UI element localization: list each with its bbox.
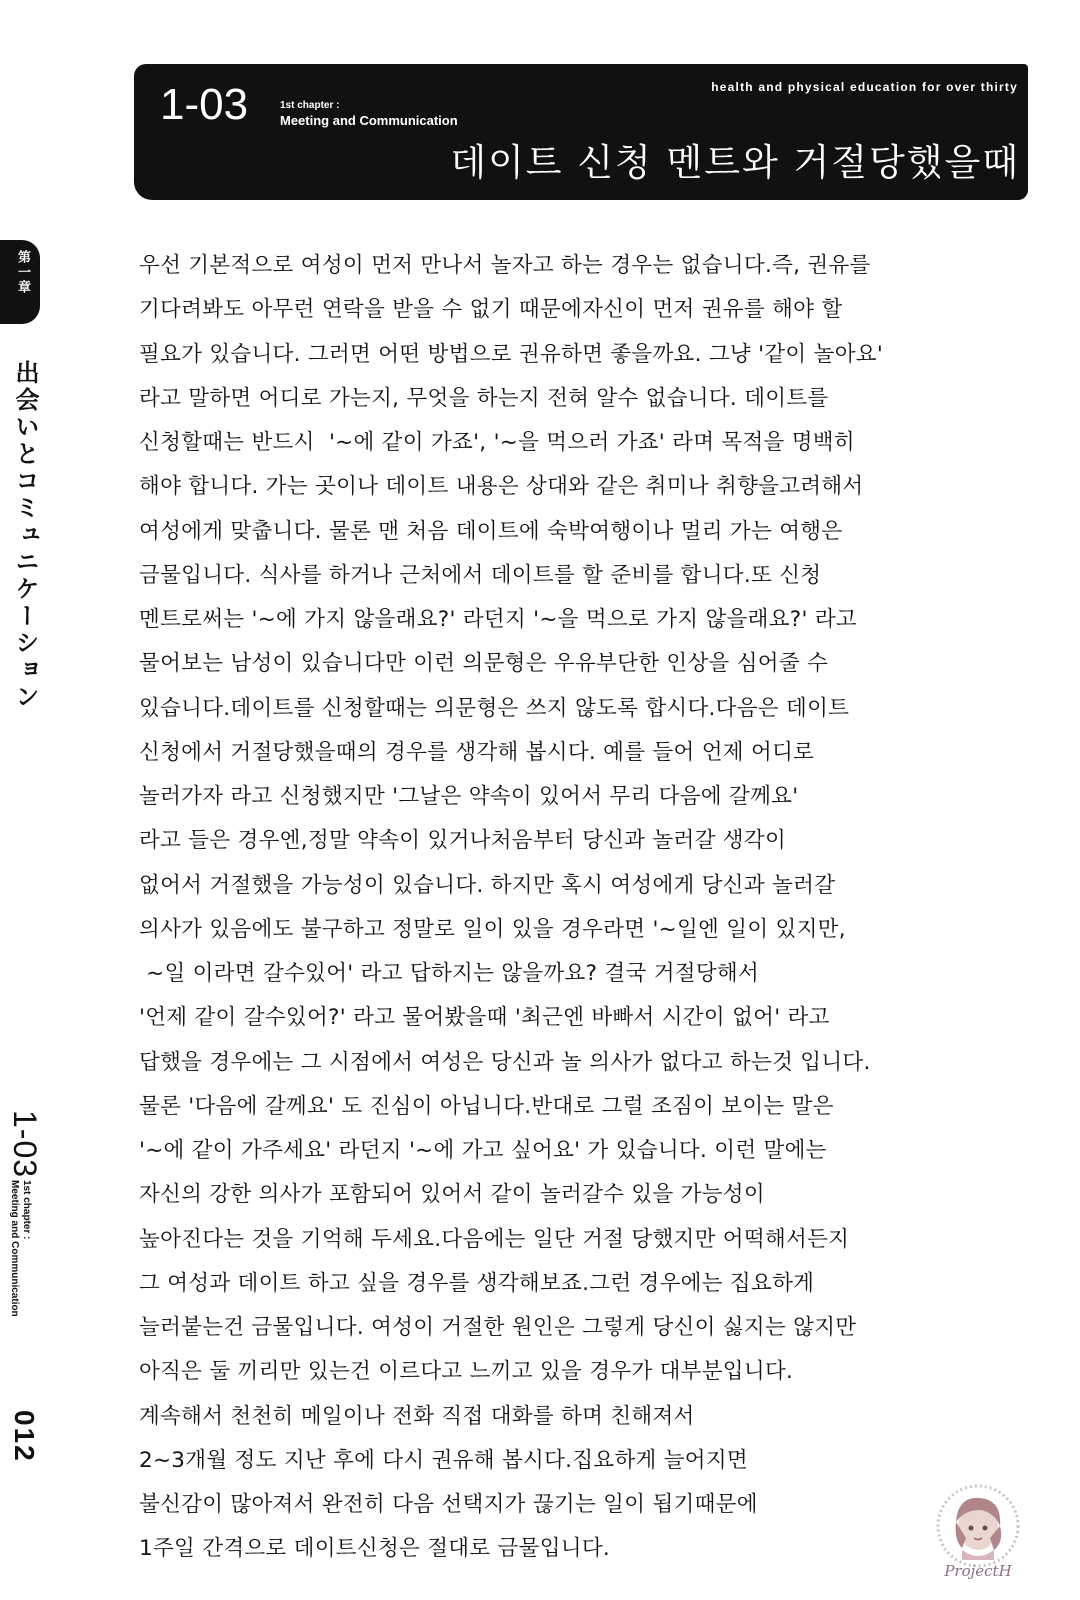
text-line: 의사가 있음에도 불구하고 정말로 일이 있을 경우라면 '~일엔 일이 있지만, — [139, 916, 846, 942]
sidebar-chapter-number: 1-03 — [7, 1110, 43, 1179]
text-line: 높아진다는 것을 기억해 두세요.다음에는 일단 거절 당했지만 어떡해서든지 — [139, 1226, 850, 1252]
text-line: 있습니다.데이트를 신청할때는 의문형은 쓰지 않도록 합시다.다음은 데이트 — [139, 695, 850, 721]
text-line: 라고 말하면 어디로 가는지, 무엇을 하는지 전혀 알수 없습니다. 데이트를 — [139, 385, 829, 411]
text-line: 계속해서 천천히 메일이나 전화 직접 대화를 하며 친해져서 — [139, 1403, 695, 1429]
sidebar-chapter-name: Meeting and Communication — [9, 1180, 20, 1317]
sidebar-japanese-title: 出会いとコミュニケーション — [11, 360, 39, 711]
anime-girl-logo-icon — [956, 1498, 1002, 1560]
text-line: 1주일 간격으로 데이트신청은 절대로 금물입니다. — [139, 1536, 611, 1562]
text-line: 필요가 있습니다. 그러면 어떤 방법으로 권유하면 좋을까요. 그냥 '같이 놀아요' — [139, 341, 884, 367]
text-line: 물어보는 남성이 있습니다만 이런 의문형은 우유부단한 인상을 심어줄 수 — [139, 651, 829, 677]
text-line: 자신의 강한 의사가 포함되어 있어서 같이 놀러갈수 있을 가능성이 — [139, 1182, 765, 1208]
chapter-label: 1st chapter : — [280, 100, 340, 111]
text-line: 우선 기본적으로 여성이 먼저 만나서 놀자고 하는 경우는 없습니다.즉, 권유를 — [139, 253, 871, 278]
chapter-name: Meeting and Communication — [280, 113, 458, 128]
chapter-tab-label: 第一章 — [15, 250, 30, 295]
watermark-logo — [928, 1482, 1028, 1582]
watermark-text: ProjectH — [944, 1562, 1012, 1580]
text-line: 아직은 둘 끼리만 있는건 이르다고 느끼고 있을 경우가 대부분입니다. — [139, 1359, 794, 1385]
text-line: 그 여성과 데이트 하고 싶을 경우를 생각해보죠.그런 경우에는 집요하게 — [139, 1270, 815, 1296]
text-line: 놀러가자 라고 신청했지만 '그날은 약속이 있어서 무리 다음에 갈께요' — [139, 784, 799, 809]
text-line: '언제 같이 갈수있어?' 라고 물어봤을때 '최근엔 바빠서 시간이 없어' 라고 — [139, 1005, 830, 1031]
page-number: 012 — [9, 1410, 40, 1463]
text-line: ~일 이라면 갈수있어' 라고 답하지는 않을까요? 결국 거절당해서 — [139, 961, 760, 986]
text-line: 해야 합니다. 가는 곳이나 데이트 내용은 상대와 같은 취미나 취향을고려해서 — [139, 474, 864, 500]
chapter-subtitle — [280, 98, 458, 128]
body-text — [139, 244, 1029, 1572]
text-line: 없어서 거절했을 가능성이 있습니다. 하지만 혹시 여성에게 당신과 놀러갈 — [139, 872, 836, 898]
text-line: 기다려봐도 아무런 연락을 받을 수 없기 때문에자신이 먼저 권유를 해야 할 — [139, 297, 843, 323]
text-line: 신청에서 거절당했을때의 경우를 생각해 봅시다. 예를 들어 언제 어디로 — [139, 739, 815, 765]
chapter-number: 1-03 — [160, 80, 249, 129]
sidebar-chapter-label: 1st chapter : — [21, 1180, 32, 1240]
text-line: 멘트로써는 '~에 가지 않을래요?' 라던지 '~을 먹으로 가지 않을래요?' 라고 — [139, 607, 857, 632]
text-line: 답했을 경우에는 그 시점에서 여성은 당신과 놀 의사가 없다고 하는것 입니다. — [139, 1049, 871, 1075]
page-title: 데이트 신청 멘트와 거절당했을때 — [450, 141, 1020, 184]
text-line: 신청할때는 반드시 '~에 같이 가죠', '~을 먹으러 가죠' 라며 목적을 명백히 — [139, 430, 855, 455]
text-line: 2~3개월 정도 지난 후에 다시 권유해 봅시다.집요하게 늘어지면 — [139, 1447, 749, 1473]
series-tagline: health and physical education for over thirty — [711, 80, 1018, 94]
sidebar-chapter-subtitle — [8, 1180, 32, 1380]
text-line: 물론 '다음에 갈께요' 도 진심이 아닙니다.반대로 그럴 조짐이 보이는 말은 — [139, 1093, 834, 1119]
text-line: 여성에게 맞춥니다. 물론 맨 처음 데이트에 숙박여행이나 멀리 가는 여행은 — [139, 518, 843, 544]
text-line: 불신감이 많아져서 완전히 다음 선택지가 끊기는 일이 됩기때문에 — [139, 1492, 758, 1517]
text-line: 금물입니다. 식사를 하거나 근처에서 데이트를 할 준비를 합니다.또 신청 — [139, 562, 822, 588]
text-line: 라고 들은 경우엔,정말 약속이 있거나처음부터 당신과 놀러갈 생각이 — [139, 828, 787, 854]
text-line: 늘러붙는건 금물입니다. 여성이 거절한 원인은 그렇게 당신이 싫지는 않지만 — [139, 1315, 857, 1340]
text-line: '~에 같이 가주세요' 라던지 '~에 가고 싶어요' 가 있습니다. 이런 말에는 — [139, 1138, 827, 1163]
